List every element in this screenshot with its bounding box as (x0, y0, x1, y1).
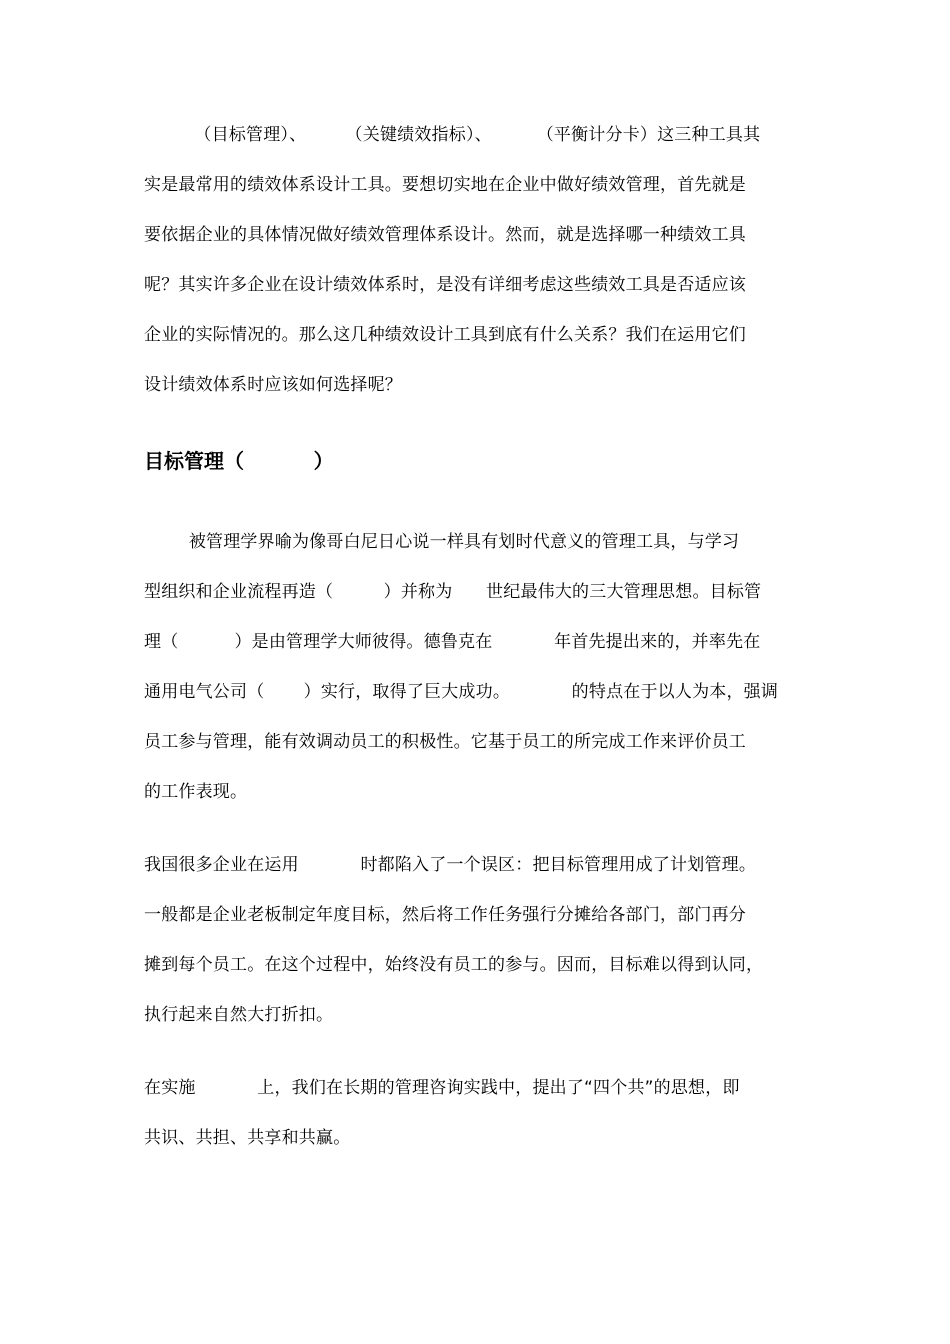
paragraph-1-line-6: 设计绩效体系时应该如何选择呢？ (144, 375, 402, 395)
paragraph-1-line-1: （目标管理）、 （关键绩效指标）、 （平衡计分卡）这三种工具其 (144, 125, 761, 145)
paragraph-1-line-3: 要依据企业的具体情况做好绩效管理体系设计。然而，就是选择哪一种绩效工具 (144, 225, 746, 245)
paragraph-1-line-4: 呢？其实许多企业在设计绩效体系时，是没有详细考虑这些绩效工具是否适应该 (144, 275, 746, 295)
paragraph-4-line-1: 在实施 上，我们在长期的管理咨询实践中，提出了“四个共”的思想，即 (144, 1078, 740, 1098)
paragraph-2-line-1: 被管理学界喻为像哥白尼日心说一样具有划时代意义的管理工具，与学习 (144, 532, 740, 552)
paragraph-3-line-1: 我国很多企业在运用 时都陷入了一个误区：把目标管理用成了计划管理。 (144, 855, 757, 875)
paragraph-3-line-2: 一般都是企业老板制定年度目标，然后将工作任务强行分摊给各部门，部门再分 (144, 905, 746, 925)
paragraph-3-line-3: 摊到每个员工。在这个过程中，始终没有员工的参与。因而，目标难以得到认同， (144, 955, 764, 975)
paragraph-4-line-2: 共识、共担、共享和共赢。 (144, 1128, 351, 1148)
paragraph-2-line-3: 理（ ）是由管理学大师彼得。德鲁克在 年首先提出来的，并率先在 (144, 632, 761, 652)
paragraph-2-line-4: 通用电气公司（ ）实行，取得了巨大成功。 的特点在于以人为本，强调 (144, 682, 779, 702)
paragraph-2-line-5: 员工参与管理，能有效调动员工的积极性。它基于员工的所完成工作来评价员工 (144, 732, 746, 752)
paragraph-1-line-5: 企业的实际情况的。那么这几种绩效设计工具到底有什么关系？我们在运用它们 (144, 325, 746, 345)
section-heading: 目标管理（ ） (144, 449, 334, 473)
paragraph-2-line-6: 的工作表现。 (144, 782, 248, 802)
paragraph-1-line-2: 实是最常用的绩效体系设计工具。要想切实地在企业中做好绩效管理，首先就是 (144, 175, 746, 195)
paragraph-3-line-4: 执行起来自然大打折扣。 (144, 1005, 334, 1025)
paragraph-2-line-2: 型组织和企业流程再造（ ）并称为 世纪最伟大的三大管理思想。目标管 (144, 582, 762, 602)
